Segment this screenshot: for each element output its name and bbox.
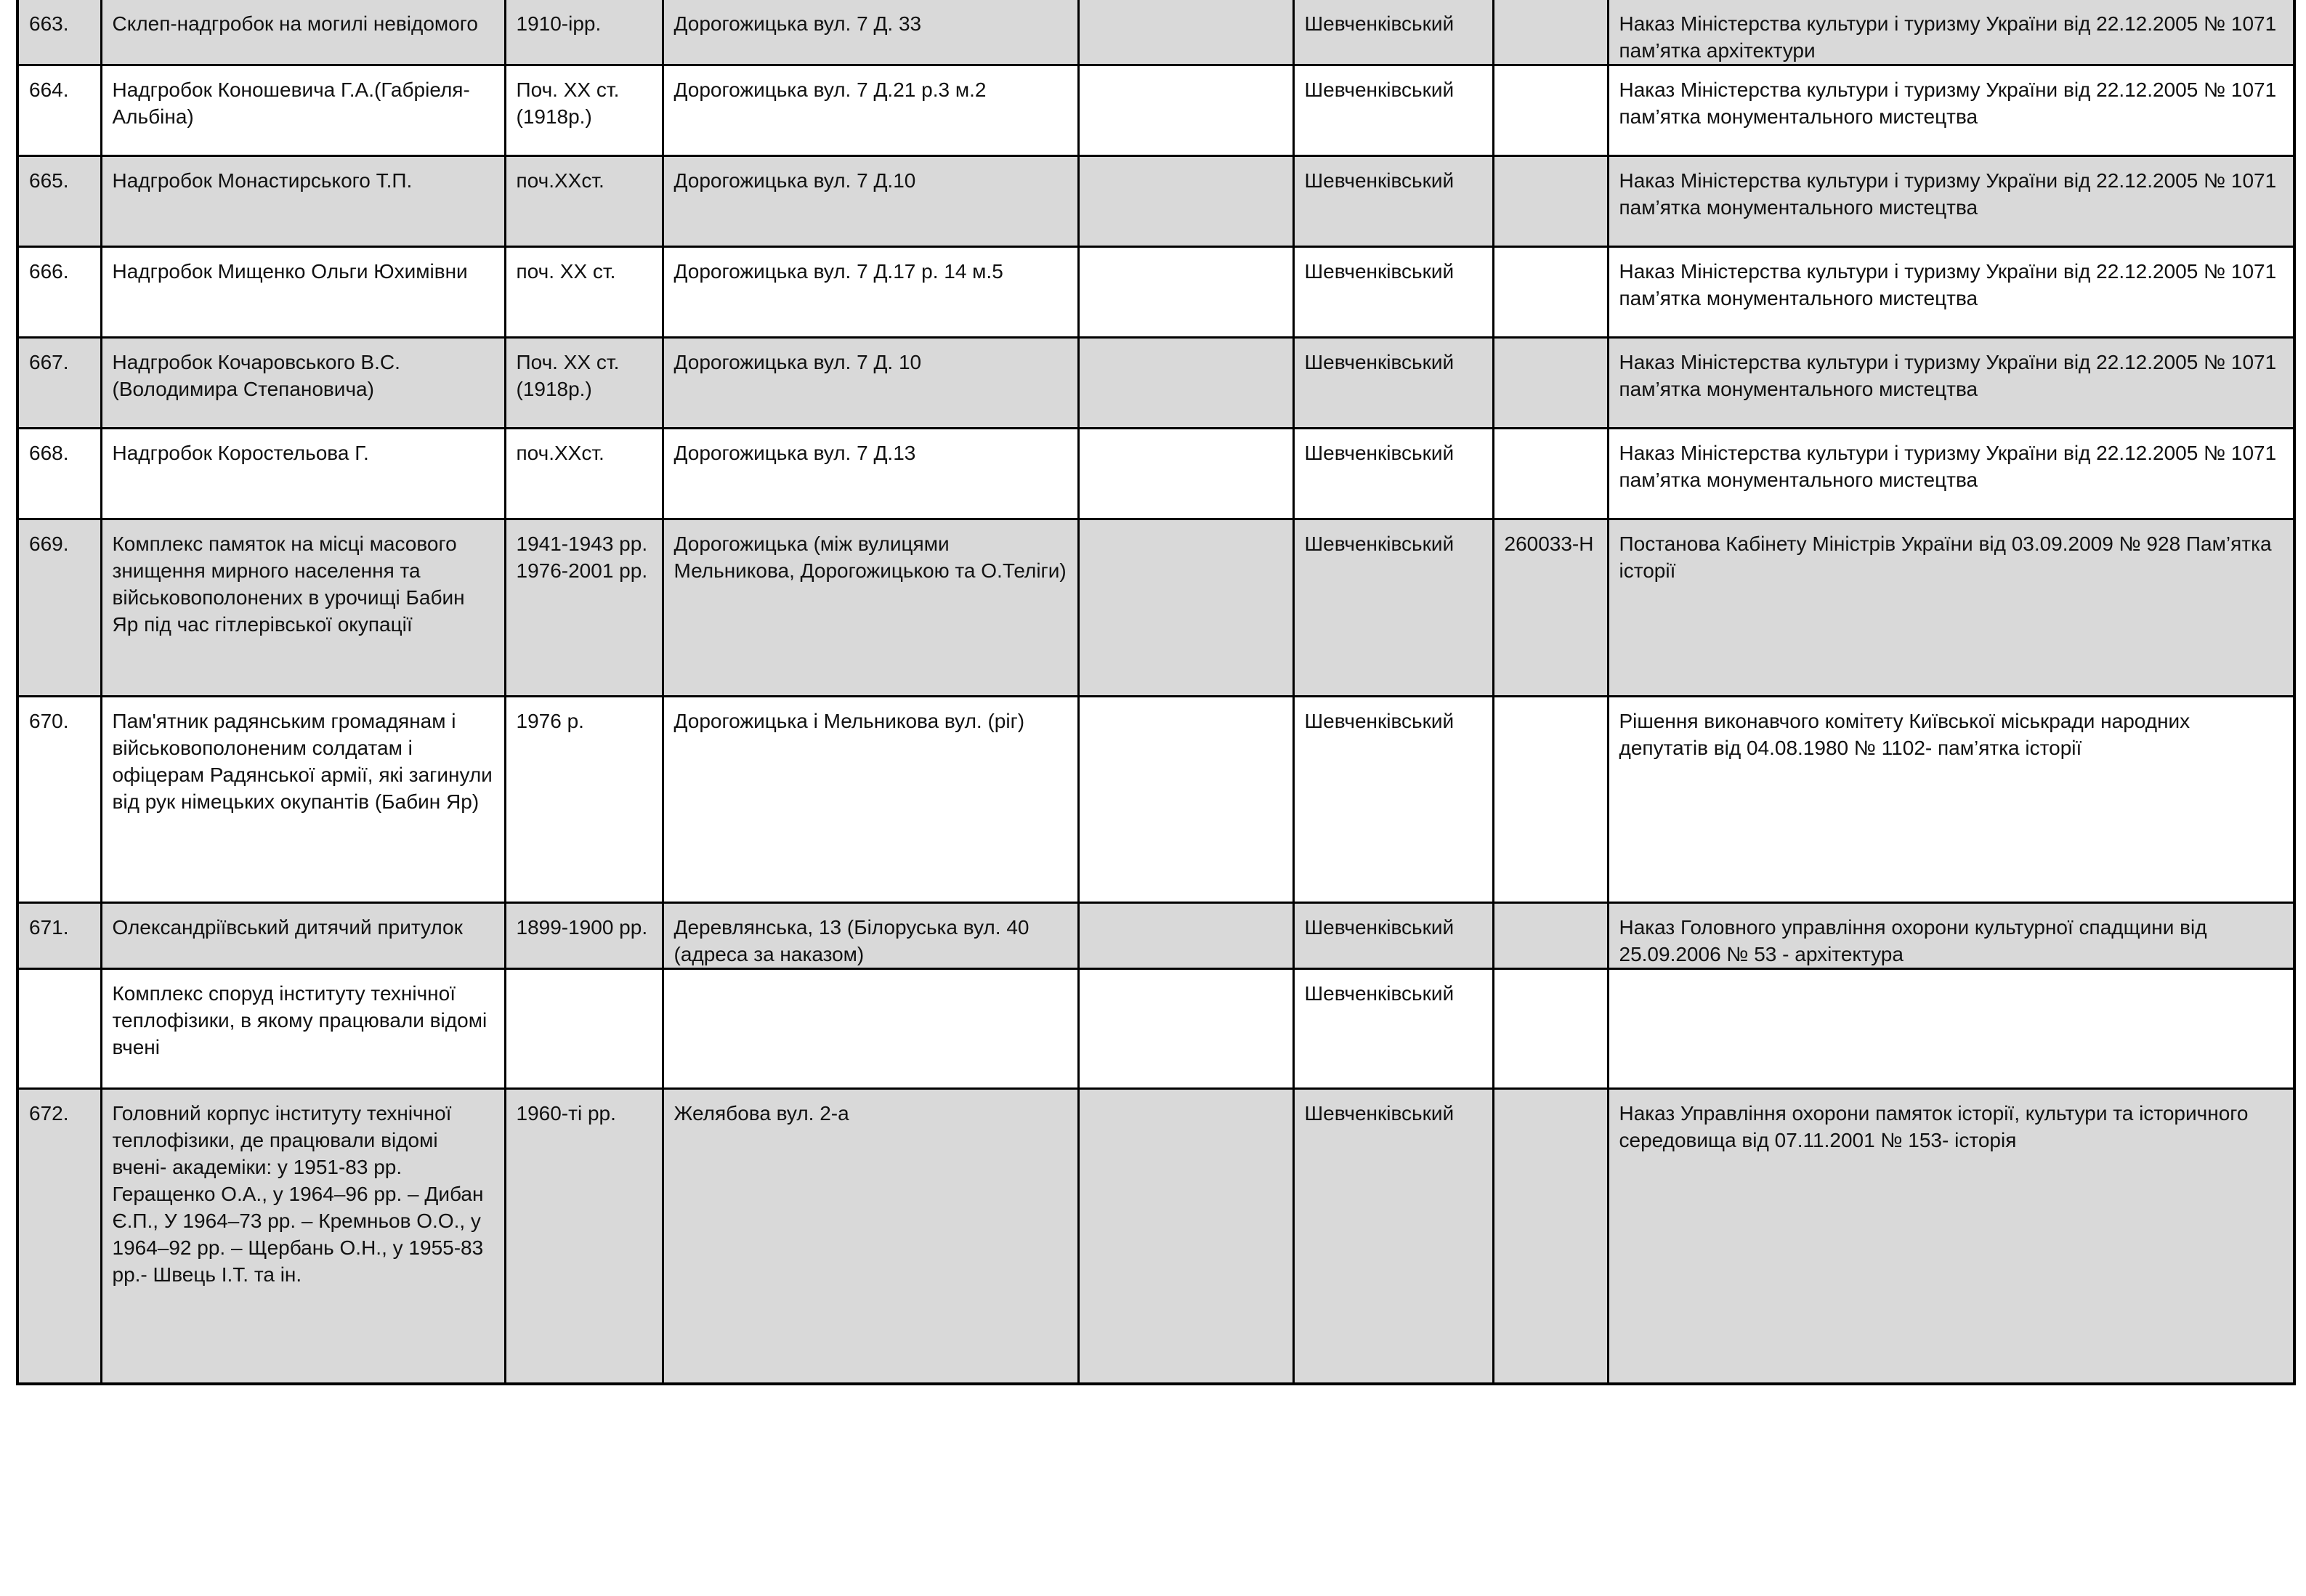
table-row bbox=[17, 697, 2294, 903]
protection-code-cell bbox=[1493, 0, 1608, 65]
row-number-cell: 664. bbox=[17, 65, 101, 156]
table-row bbox=[17, 1089, 2294, 1384]
monument-address-cell bbox=[663, 969, 1078, 1089]
protection-code-cell bbox=[1493, 697, 1608, 903]
legal-decision-cell: Постанова Кабінету Міністрів України від 03.09.2009 № 928 Пам’ятка історії bbox=[1608, 519, 2294, 697]
monument-address-cell: Дорогожицька (між вулицями Мельникова, Дорогожицькою та О.Теліги) bbox=[663, 519, 1078, 697]
monument-name-cell: Комплекс памяток на місці масового знищення мирного населення та військовополонених в урочищі Бабин Яр під час гітлерівської окупації bbox=[101, 519, 505, 697]
district-cell: Шевченківський bbox=[1293, 519, 1493, 697]
monument-date-cell: 1976 р. bbox=[505, 697, 663, 903]
monument-date-cell: Поч. ХХ ст. (1918р.) bbox=[505, 65, 663, 156]
protection-code-cell bbox=[1493, 156, 1608, 247]
district-cell: Шевченківський bbox=[1293, 247, 1493, 338]
row-number-cell: 665. bbox=[17, 156, 101, 247]
protection-code-cell: 260033-Н bbox=[1493, 519, 1608, 697]
monument-address-cell: Дорогожицька вул. 7 Д.21 р.3 м.2 bbox=[663, 65, 1078, 156]
row-number-cell: 667. bbox=[17, 338, 101, 429]
monument-address-cell: Деревлянська, 13 (Білоруська вул. 40 (адреса за наказом) bbox=[663, 903, 1078, 969]
empty-column-cell bbox=[1078, 429, 1293, 519]
table-row bbox=[17, 903, 2294, 969]
row-number-cell: 670. bbox=[17, 697, 101, 903]
legal-decision-cell: Наказ Міністерства культури і туризму України від 22.12.2005 № 1071 пам’ятка монументального мистецтва bbox=[1608, 429, 2294, 519]
empty-column-cell bbox=[1078, 65, 1293, 156]
empty-column-cell bbox=[1078, 969, 1293, 1089]
monument-name-cell: Олександріївський дитячий притулок bbox=[101, 903, 505, 969]
legal-decision-cell: Наказ Міністерства культури і туризму України від 22.12.2005 № 1071 пам’ятка архітектури bbox=[1608, 0, 2294, 65]
monument-name-cell: Головний корпус інституту технічної теплофізики, де працювали відомі вчені- академіки: у 1951-83 рр. Геращенко О.А., у 1964–96 рр. – Дибан Є.П., У 1964–73 рр. – Кремньов О.О., у 1964–92 рр. – Щербань О.Н., у 1955-83 рр.- Швець І.Т. та ін. bbox=[101, 1089, 505, 1384]
protection-code-cell bbox=[1493, 429, 1608, 519]
district-cell: Шевченківський bbox=[1293, 338, 1493, 429]
table-row bbox=[17, 519, 2294, 697]
district-cell: Шевченківський bbox=[1293, 969, 1493, 1089]
monument-name-cell: Пам'ятник радянським громадянам і військовополоненим солдатам і офіцерам Радянської армії, які загинули від рук німецьких окупантів (Бабин Яр) bbox=[101, 697, 505, 903]
protection-code-cell bbox=[1493, 65, 1608, 156]
protection-code-cell bbox=[1493, 247, 1608, 338]
monument-name-cell: Надгробок Мищенко Ольги Юхимівни bbox=[101, 247, 505, 338]
protection-code-cell bbox=[1493, 903, 1608, 969]
monument-address-cell: Дорогожицька вул. 7 Д.13 bbox=[663, 429, 1078, 519]
legal-decision-cell: Наказ Управління охорони памяток історії, культури та історичного середовища від 07.11.2001 № 153- історія bbox=[1608, 1089, 2294, 1384]
monument-name-cell: Склеп-надгробок на могилі невідомого bbox=[101, 0, 505, 65]
monument-name-cell: Надгробок Коношевича Г.А.(Габріеля-Альбіна) bbox=[101, 65, 505, 156]
district-cell: Шевченківський bbox=[1293, 903, 1493, 969]
empty-column-cell bbox=[1078, 0, 1293, 65]
monument-address-cell: Дорогожицька вул. 7 Д.17 р. 14 м.5 bbox=[663, 247, 1078, 338]
empty-column-cell bbox=[1078, 338, 1293, 429]
monument-address-cell: Дорогожицька вул. 7 Д. 10 bbox=[663, 338, 1078, 429]
table-row bbox=[17, 338, 2294, 429]
legal-decision-cell: Наказ Міністерства культури і туризму України від 22.12.2005 № 1071 пам’ятка монументального мистецтва bbox=[1608, 338, 2294, 429]
monument-name-cell: Надгробок Кочаровського В.С.(Володимира Степановича) bbox=[101, 338, 505, 429]
monument-address-cell: Дорогожицька і Мельникова вул. (ріг) bbox=[663, 697, 1078, 903]
row-number-cell: 668. bbox=[17, 429, 101, 519]
district-cell: Шевченківський bbox=[1293, 0, 1493, 65]
protection-code-cell bbox=[1493, 969, 1608, 1089]
empty-column-cell bbox=[1078, 903, 1293, 969]
legal-decision-cell bbox=[1608, 969, 2294, 1089]
legal-decision-cell: Наказ Головного управління охорони культурної спадщини від 25.09.2006 № 53 - архітектура bbox=[1608, 903, 2294, 969]
row-number-cell bbox=[17, 969, 101, 1089]
table-row bbox=[17, 247, 2294, 338]
monument-date-cell: поч.ХХст. bbox=[505, 156, 663, 247]
monument-name-cell: Комплекс споруд інституту технічної теплофізики, в якому працювали відомі вчені bbox=[101, 969, 505, 1089]
monument-name-cell: Надгробок Коростельова Г. bbox=[101, 429, 505, 519]
empty-column-cell bbox=[1078, 519, 1293, 697]
legal-decision-cell: Наказ Міністерства культури і туризму України від 22.12.2005 № 1071 пам’ятка монументального мистецтва bbox=[1608, 247, 2294, 338]
monument-address-cell: Дорогожицька вул. 7 Д.10 bbox=[663, 156, 1078, 247]
district-cell: Шевченківський bbox=[1293, 697, 1493, 903]
legal-decision-cell: Наказ Міністерства культури і туризму України від 22.12.2005 № 1071 пам’ятка монументального мистецтва bbox=[1608, 65, 2294, 156]
empty-column-cell bbox=[1078, 697, 1293, 903]
district-cell: Шевченківський bbox=[1293, 429, 1493, 519]
empty-column-cell bbox=[1078, 1089, 1293, 1384]
empty-column-cell bbox=[1078, 247, 1293, 338]
monument-date-cell: 1899-1900 рр. bbox=[505, 903, 663, 969]
table-row bbox=[17, 156, 2294, 247]
monument-date-cell: 1941-1943 рр. 1976-2001 рр. bbox=[505, 519, 663, 697]
monument-date-cell bbox=[505, 969, 663, 1089]
table-row bbox=[17, 0, 2294, 65]
monument-date-cell: поч.ХХст. bbox=[505, 429, 663, 519]
legal-decision-cell: Наказ Міністерства культури і туризму України від 22.12.2005 № 1071 пам’ятка монументального мистецтва bbox=[1608, 156, 2294, 247]
protection-code-cell bbox=[1493, 338, 1608, 429]
monument-date-cell: поч. ХХ ст. bbox=[505, 247, 663, 338]
table-body bbox=[17, 0, 2294, 1384]
table-row bbox=[17, 969, 2294, 1089]
monument-date-cell: Поч. ХХ ст. (1918р.) bbox=[505, 338, 663, 429]
monument-name-cell: Надгробок Монастирського Т.П. bbox=[101, 156, 505, 247]
table-row bbox=[17, 65, 2294, 156]
row-number-cell: 663. bbox=[17, 0, 101, 65]
row-number-cell: 671. bbox=[17, 903, 101, 969]
legal-decision-cell: Рішення виконавчого комітету Київської міськради народних депутатів від 04.08.1980 № 1102- пам’ятка історії bbox=[1608, 697, 2294, 903]
table-row bbox=[17, 429, 2294, 519]
district-cell: Шевченківський bbox=[1293, 1089, 1493, 1384]
monument-date-cell: 1960-ті рр. bbox=[505, 1089, 663, 1384]
district-cell: Шевченківський bbox=[1293, 65, 1493, 156]
empty-column-cell bbox=[1078, 156, 1293, 247]
protection-code-cell bbox=[1493, 1089, 1608, 1384]
row-number-cell: 672. bbox=[17, 1089, 101, 1384]
row-number-cell: 669. bbox=[17, 519, 101, 697]
row-number-cell: 666. bbox=[17, 247, 101, 338]
monuments-table bbox=[16, 0, 2296, 1385]
monument-address-cell: Дорогожицька вул. 7 Д. 33 bbox=[663, 0, 1078, 65]
monument-date-cell: 1910-ірр. bbox=[505, 0, 663, 65]
district-cell: Шевченківський bbox=[1293, 156, 1493, 247]
monument-address-cell: Желябова вул. 2-а bbox=[663, 1089, 1078, 1384]
